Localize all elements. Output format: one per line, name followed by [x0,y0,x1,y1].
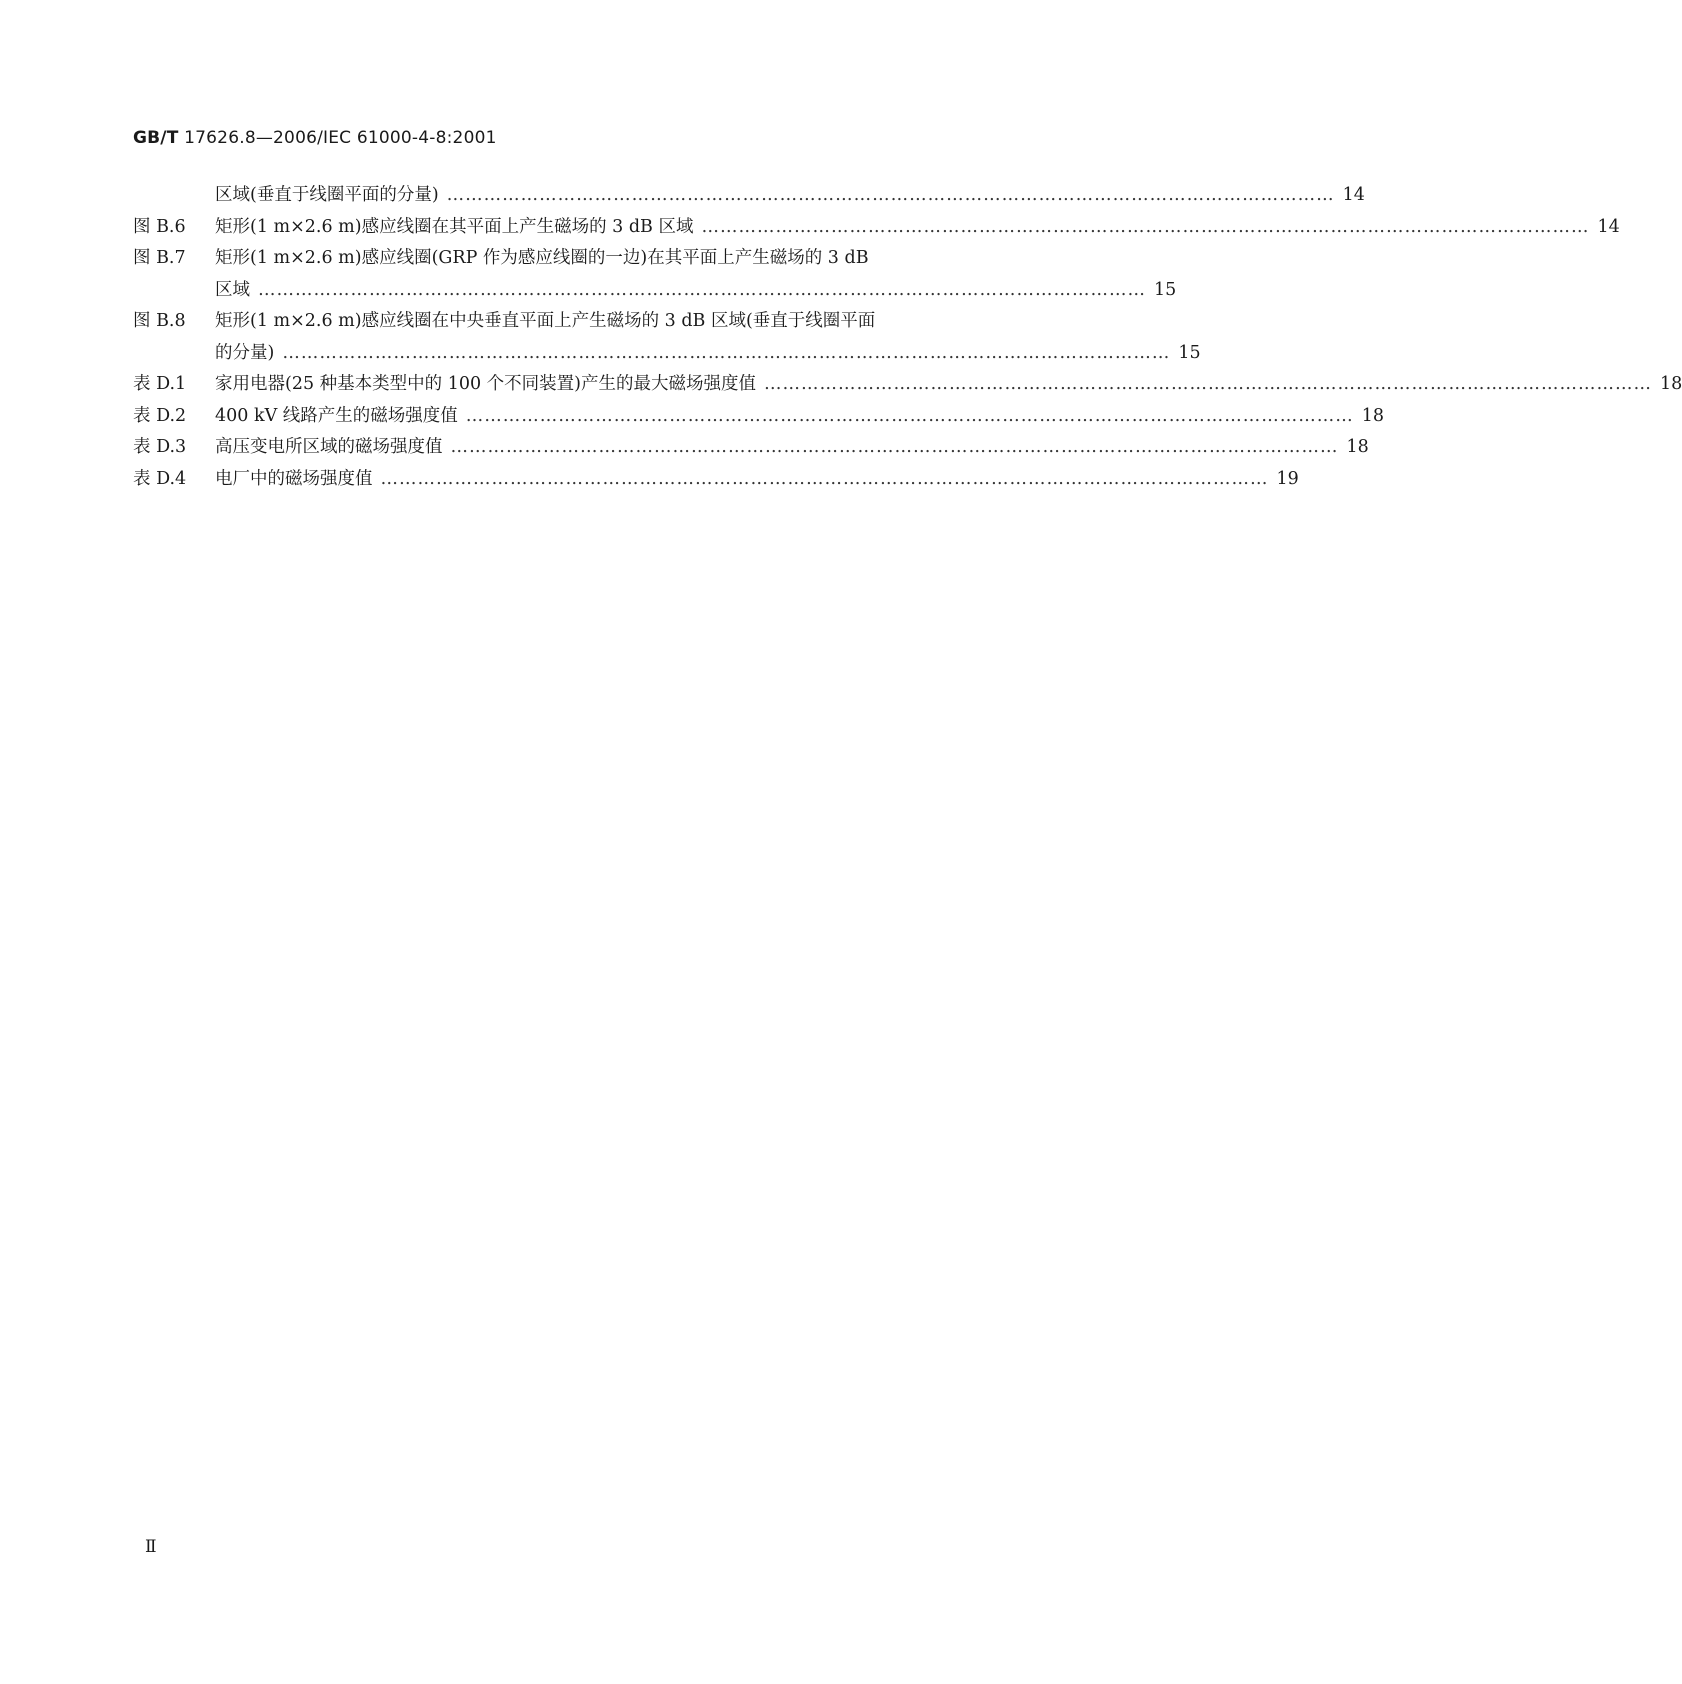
toc-entry[interactable] [133,369,1682,401]
toc-entry-label: 图 B.8 [133,311,186,331]
toc-entry[interactable] [133,180,1365,212]
standard-code: 17626.8—2006/IEC 61000-4-8:2001 [178,128,497,148]
toc-entry-title: 家用电器(25 种基本类型中的 100 个不同装置)产生的最大磁场强度值 [215,374,757,394]
table-of-contents [133,180,1682,495]
toc-entry-page: 14 [1342,185,1365,205]
toc-entry-label: 图 B.7 [133,248,186,268]
toc-leader-dots: ……………………………………………………………………………………………………………………………… [701,216,1590,237]
toc-entry-title: 高压变电所区域的磁场强度值 [215,437,443,457]
toc-entry-page: 18 [1361,405,1385,426]
toc-entry-title: 400 kV 线路产生的磁场强度值 [215,405,458,426]
toc-leader-dots: ……………………………………………………………………………………………………………………………… [450,437,1339,457]
document-header [133,128,497,148]
toc-leader-dots: ……………………………………………………………………………………………………………………………… [258,279,1146,300]
toc-entry-page: 15 [1178,342,1201,363]
toc-entry-page: 18 [1346,437,1369,457]
toc-leader-dots: ……………………………………………………………………………………………………………………………… [465,405,1354,426]
toc-entry-page: 15 [1154,279,1177,300]
toc-entry[interactable] [133,243,1058,275]
toc-entry-title: 的分量) [215,342,275,363]
page-number: Ⅱ [145,1537,157,1557]
toc-leader-dots: ……………………………………………………………………………………………………………………………… [282,342,1171,363]
toc-entry-title: 区域(垂直于线圈平面的分量) [215,185,439,205]
toc-entry-title: 矩形(1 m×2.6 m)感应线圈(GRP 作为感应线圈的一边)在其平面上产生磁场的 3 dB [215,248,869,268]
toc-entry-label: 表 D.4 [133,468,187,489]
toc-leader-dots: ……………………………………………………………………………………………………………………………… [764,374,1653,394]
toc-entry-title: 电厂中的磁场强度值 [215,468,373,489]
toc-entry-label: 图 B.6 [133,216,186,237]
toc-entry-page: 14 [1597,216,1620,237]
toc-entry-title: 矩形(1 m×2.6 m)感应线圈在其平面上产生磁场的 3 dB 区域 [215,216,694,237]
toc-entry[interactable] [133,432,1369,464]
toc-entry[interactable] [133,401,1385,433]
toc-entry-title: 区域 [215,279,250,300]
toc-entry-title: 矩形(1 m×2.6 m)感应线圈在中央垂直平面上产生磁场的 3 dB 区域(垂直于线圈平面 [215,311,876,331]
toc-entry-label: 表 D.3 [133,437,187,457]
toc-entry-continuation[interactable] [133,275,1177,307]
toc-entry-page: 19 [1276,468,1299,489]
toc-entry-label: 表 D.1 [133,374,187,394]
toc-leader-dots: ……………………………………………………………………………………………………………………………… [380,468,1269,489]
toc-leader-dots: ……………………………………………………………………………………………………………………………… [446,185,1335,205]
toc-entry[interactable] [133,464,1299,496]
toc-entry[interactable] [133,212,1620,244]
standard-code-prefix: GB/T [133,128,179,148]
toc-entry[interactable] [133,306,1058,338]
toc-entry-page: 18 [1660,374,1682,394]
toc-entry-continuation[interactable] [133,338,1201,370]
toc-entry-label: 表 D.2 [133,405,187,426]
